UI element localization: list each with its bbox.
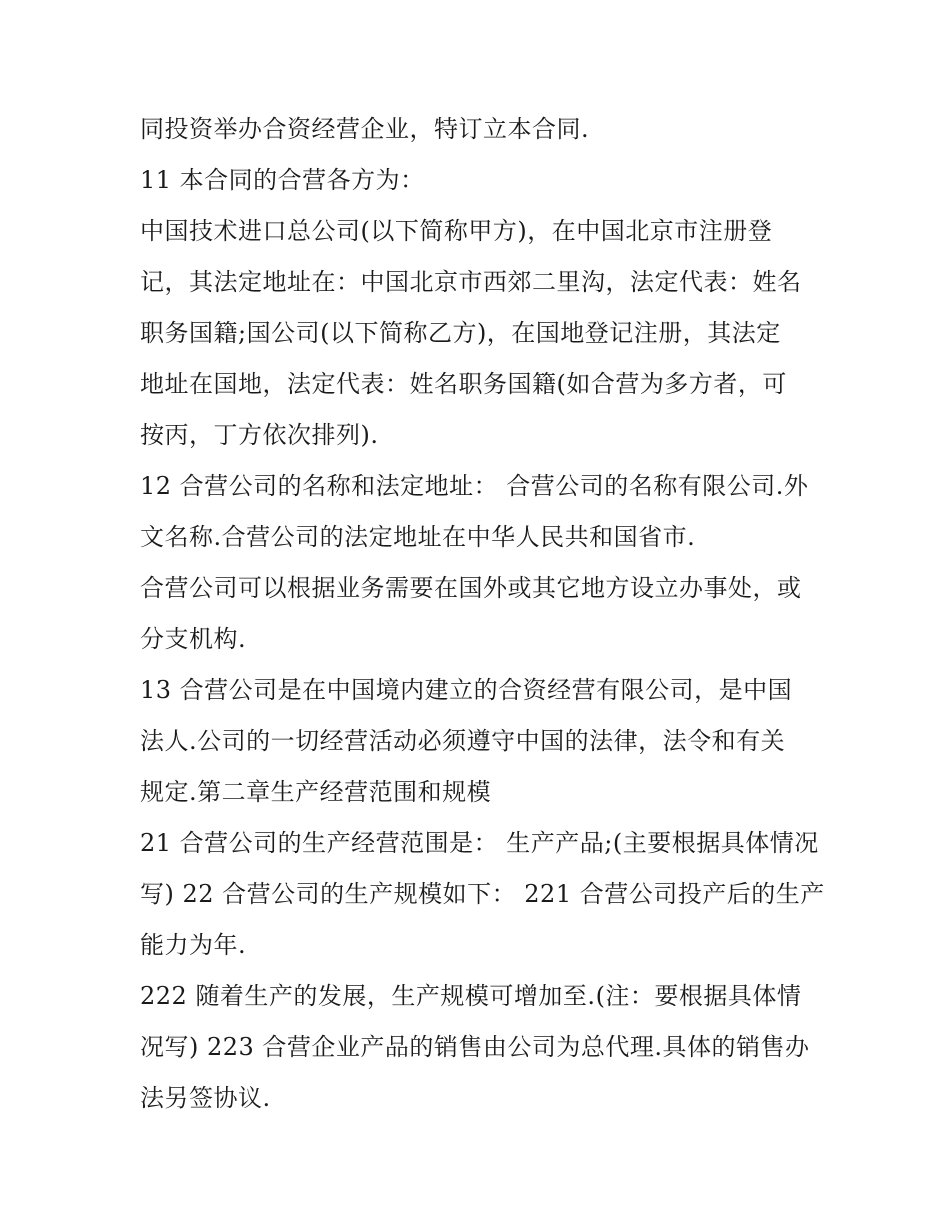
- text-line: 写) 22 合营公司的生产规模如下： 221 合营公司投产后的生产: [140, 880, 825, 908]
- text-line: 同投资举办合资经营企业，特订立本合同.: [140, 115, 590, 143]
- text-line: 21 合营公司的生产经营范围是： 生产产品;(主要根据具体情况: [140, 829, 819, 857]
- text-line: 文名称.合营公司的法定地址在中华人民共和国省市.: [140, 523, 696, 551]
- text-line: 规定.第二章生产经营范围和规模: [140, 778, 492, 806]
- text-line: 能力为年.: [140, 931, 247, 959]
- text-line: 中国技术进口总公司(以下简称甲方)，在中国北京市注册登: [140, 217, 773, 245]
- text-line: 合营公司可以根据业务需要在国外或其它地方设立办事处，或: [140, 574, 802, 602]
- text-line: 按丙，丁方依次排列).: [140, 421, 379, 449]
- text-line: 地址在国地，法定代表：姓名职务国籍(如合营为多方者，可: [140, 370, 787, 398]
- text-line: 况写) 223 合营企业产品的销售由公司为总代理.具体的销售办: [140, 1033, 810, 1061]
- text-line: 222 随着生产的发展，生产规模可增加至.(注：要根据具体情: [140, 982, 802, 1010]
- document-body: [140, 104, 825, 1124]
- text-line: 记，其法定地址在：中国北京市西郊二里沟，法定代表：姓名: [140, 268, 802, 296]
- text-line: 分支机构.: [140, 625, 247, 653]
- text-line: 法另签协议.: [140, 1084, 271, 1112]
- text-line: 13 合营公司是在中国境内建立的合资经营有限公司，是中国: [140, 676, 793, 704]
- text-line: 法人.公司的一切经营活动必须遵守中国的法律，法令和有关: [140, 727, 786, 755]
- text-line: 职务国籍;国公司(以下简称乙方)，在国地登记注册，其法定: [140, 319, 781, 347]
- text-line: 11 本合同的合营各方为：: [140, 166, 425, 194]
- text-line: 12 合营公司的名称和法定地址： 合营公司的名称有限公司.外: [140, 472, 809, 500]
